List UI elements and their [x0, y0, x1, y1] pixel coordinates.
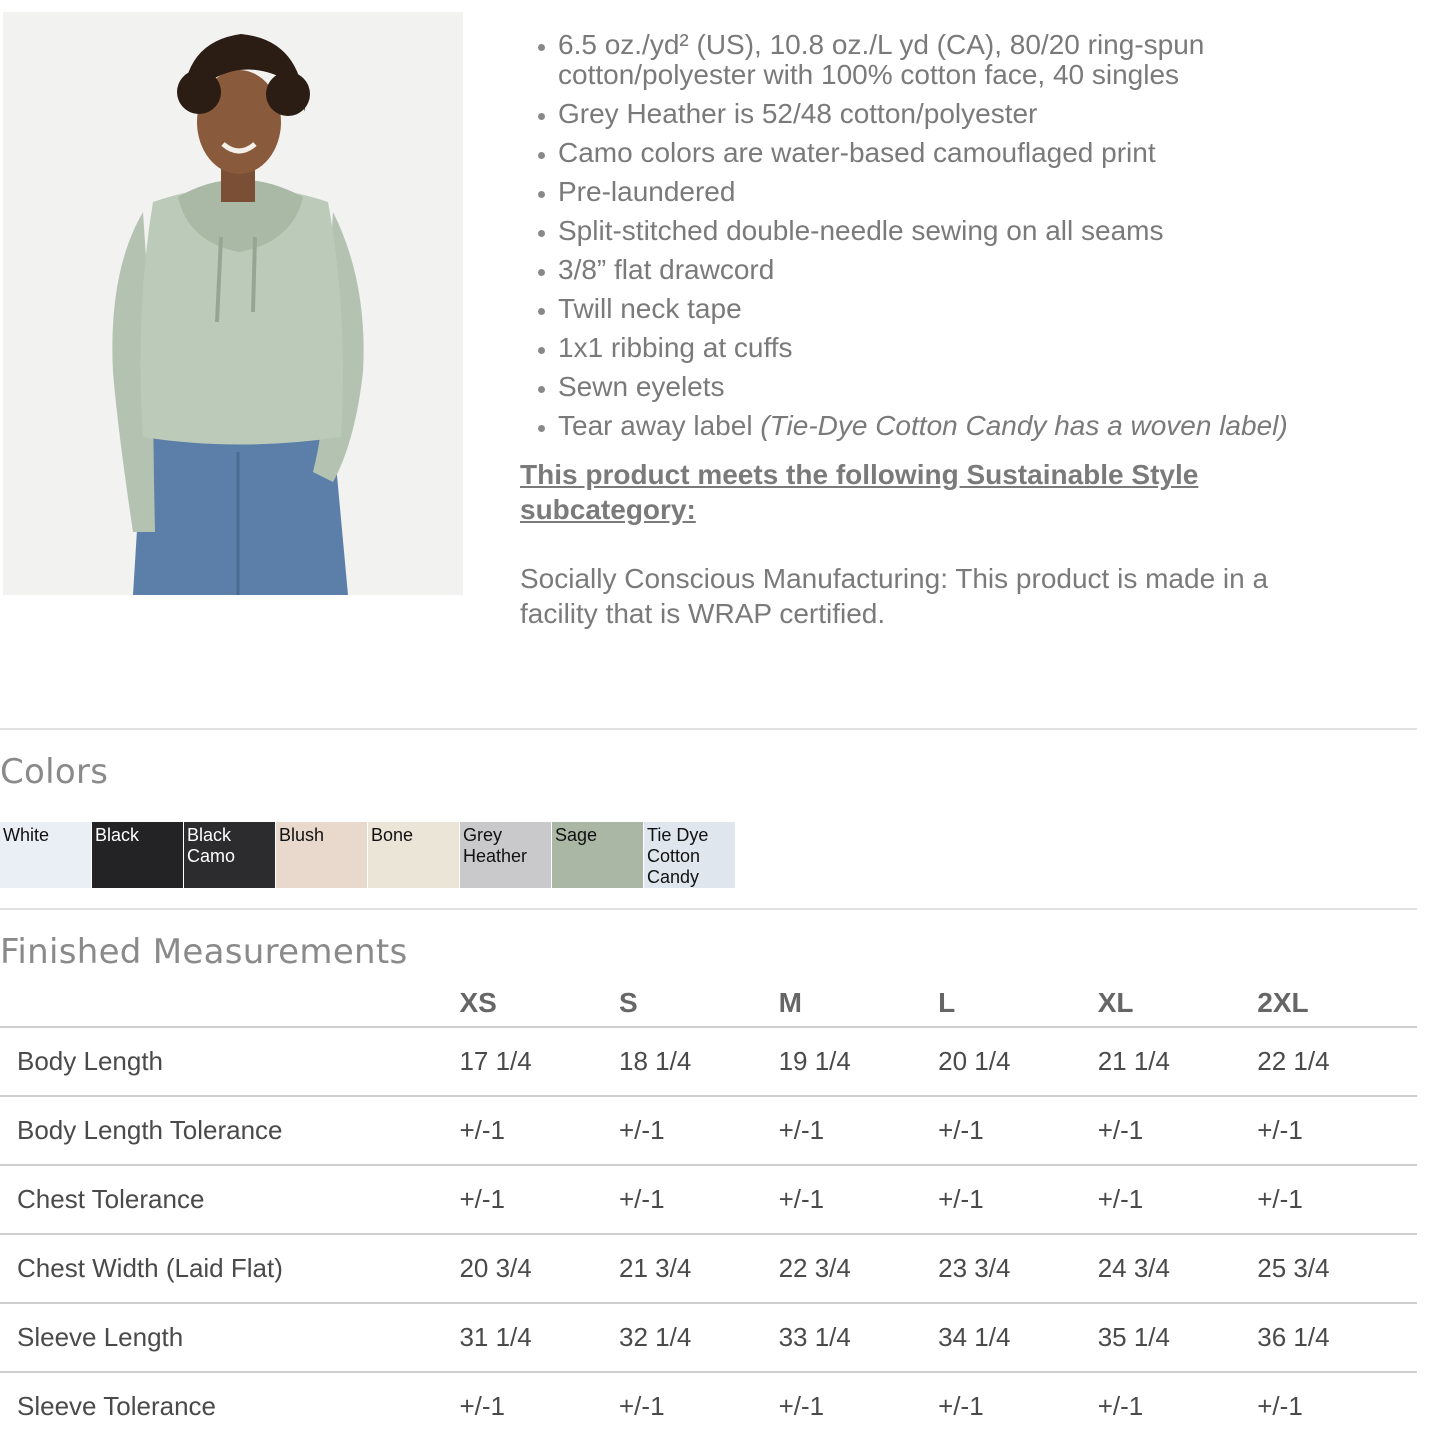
color-swatch-label: Grey Heather	[463, 825, 528, 866]
row-label: Body Length	[0, 1027, 459, 1096]
color-swatch[interactable]	[644, 822, 736, 888]
measurement-cell: +/-1	[778, 1391, 825, 1421]
table-row	[0, 1165, 1417, 1234]
feature-item: • 1x1 ribbing at cuffs	[558, 333, 1400, 363]
table-row	[0, 1303, 1417, 1372]
color-swatch-label: Sage	[555, 825, 598, 845]
measurement-cell: 22 3/4	[779, 1234, 939, 1303]
row-label: Sleeve Tolerance	[17, 1391, 216, 1421]
color-swatch-label: Black Camo	[187, 825, 236, 866]
table-row	[0, 1096, 1417, 1165]
measurement-cell: 21 1/4	[1098, 1027, 1258, 1096]
measurement-cell: +/-1	[1098, 1096, 1258, 1165]
measurement-cell: +/-1	[938, 1391, 984, 1421]
color-swatch-label: White	[3, 825, 50, 845]
measurement-cell: +/-1	[459, 1096, 619, 1165]
color-swatch[interactable]	[184, 822, 276, 888]
measurement-cell: 20 1/4	[938, 1027, 1098, 1096]
color-swatch[interactable]	[92, 822, 184, 888]
feature-item: • Camo colors are water-based camouflaged print	[558, 138, 1400, 168]
measurement-cell: +/-1	[1257, 1165, 1417, 1234]
measurement-cell: 33 1/4	[779, 1303, 939, 1372]
color-swatch[interactable]	[552, 822, 644, 888]
measurement-cell: 31 1/4	[459, 1303, 619, 1372]
row-label: Sleeve Length	[0, 1303, 459, 1372]
measurement-cell: +/-1	[1257, 1096, 1417, 1165]
measurement-cell: +/-1	[619, 1096, 779, 1165]
measurement-cell: +/-1	[1097, 1391, 1144, 1421]
measurement-cell: 35 1/4	[1098, 1303, 1258, 1372]
row-label: Body Length Tolerance	[0, 1096, 459, 1165]
row-label: Chest Width (Laid Flat)	[0, 1234, 459, 1303]
divider	[0, 728, 1417, 730]
color-swatch[interactable]	[0, 822, 92, 888]
color-swatch-label: Blush	[279, 825, 325, 845]
measurement-cell: 34 1/4	[938, 1303, 1098, 1372]
sustainable-heading: This product meets the following Sustainable Style subcategory:	[520, 459, 1199, 525]
feature-item-label	[558, 411, 1400, 441]
size-header: XL	[1098, 980, 1258, 1027]
sustainable-body: Socially Conscious Manufacturing: This product is made in a facility that is WRAP certified.	[520, 563, 1269, 629]
color-swatch[interactable]	[460, 822, 552, 888]
color-swatch[interactable]	[368, 822, 460, 888]
table-row	[0, 1027, 1417, 1096]
measurement-cell: +/-1	[779, 1165, 939, 1234]
row-label: Chest Tolerance	[0, 1165, 459, 1234]
measurement-cell: +/-1	[938, 1096, 1098, 1165]
measurement-cell: +/-1	[459, 1165, 619, 1234]
measurement-cell: 18 1/4	[619, 1027, 779, 1096]
label-feature-note: (Tie-Dye Cotton Candy has a woven label)	[760, 410, 1288, 441]
measurement-cell: +/-1	[1098, 1165, 1258, 1234]
divider	[0, 908, 1417, 910]
measurement-cell: 36 1/4	[1257, 1303, 1417, 1372]
size-header: 2XL	[1257, 980, 1417, 1027]
measurement-cell: +/-1	[938, 1165, 1098, 1234]
color-swatch[interactable]	[276, 822, 368, 888]
measurement-cell: 24 3/4	[1098, 1234, 1258, 1303]
feature-item: • Twill neck tape	[558, 294, 1400, 324]
color-swatch-label: Bone	[371, 825, 414, 845]
measurement-cell: 20 3/4	[459, 1234, 619, 1303]
feature-item: • 3/8” flat drawcord	[558, 255, 1400, 285]
measurement-cell: 17 1/4	[459, 1027, 619, 1096]
measurement-cell: 32 1/4	[619, 1303, 779, 1372]
measurement-cell: +/-1	[1257, 1391, 1303, 1421]
measurements-title: Finished Measurements	[0, 932, 408, 972]
table-row	[0, 1234, 1417, 1303]
color-swatch-label: Black	[95, 825, 140, 845]
measurement-cell: 21 3/4	[619, 1234, 779, 1303]
feature-list	[520, 30, 1400, 441]
product-photo	[3, 12, 463, 595]
measurement-cell: +/-1	[619, 1391, 665, 1421]
measurement-cell: 23 3/4	[938, 1234, 1098, 1303]
size-header-row	[0, 980, 1417, 1027]
measurement-cell: 25 3/4	[1257, 1234, 1417, 1303]
measurement-cell: +/-1	[459, 1391, 505, 1421]
measurement-cell: +/-1	[779, 1096, 939, 1165]
feature-item: • 6.5 oz./yd² (US), 10.8 oz./L yd (CA), 80/20 ring-spun cotton/polyester with 100% cotton face, 40 singles	[558, 30, 1400, 90]
size-header: L	[938, 980, 1098, 1027]
measurement-cell: +/-1	[619, 1165, 779, 1234]
feature-item: • Split-stitched double-needle sewing on all seams	[558, 216, 1400, 246]
size-header: M	[779, 980, 939, 1027]
label-feature-text: Tear away label	[558, 410, 761, 441]
measurement-cell: 22 1/4	[1257, 1027, 1417, 1096]
color-swatches	[0, 822, 736, 888]
measurement-cell: 19 1/4	[779, 1027, 939, 1096]
feature-item: • Pre-laundered	[558, 177, 1400, 207]
header-blank	[0, 980, 459, 1027]
size-header: S	[619, 980, 779, 1027]
size-header: XS	[459, 980, 619, 1027]
table-row	[0, 1372, 1417, 1440]
feature-item: • Grey Heather is 52/48 cotton/polyester	[558, 99, 1400, 129]
color-swatch-label: Tie Dye Cotton Candy	[647, 825, 709, 887]
feature-item: • Sewn eyelets	[558, 372, 1400, 402]
colors-title: Colors	[0, 752, 109, 792]
measurements-table	[0, 980, 1417, 1440]
feature-section	[520, 30, 1400, 631]
